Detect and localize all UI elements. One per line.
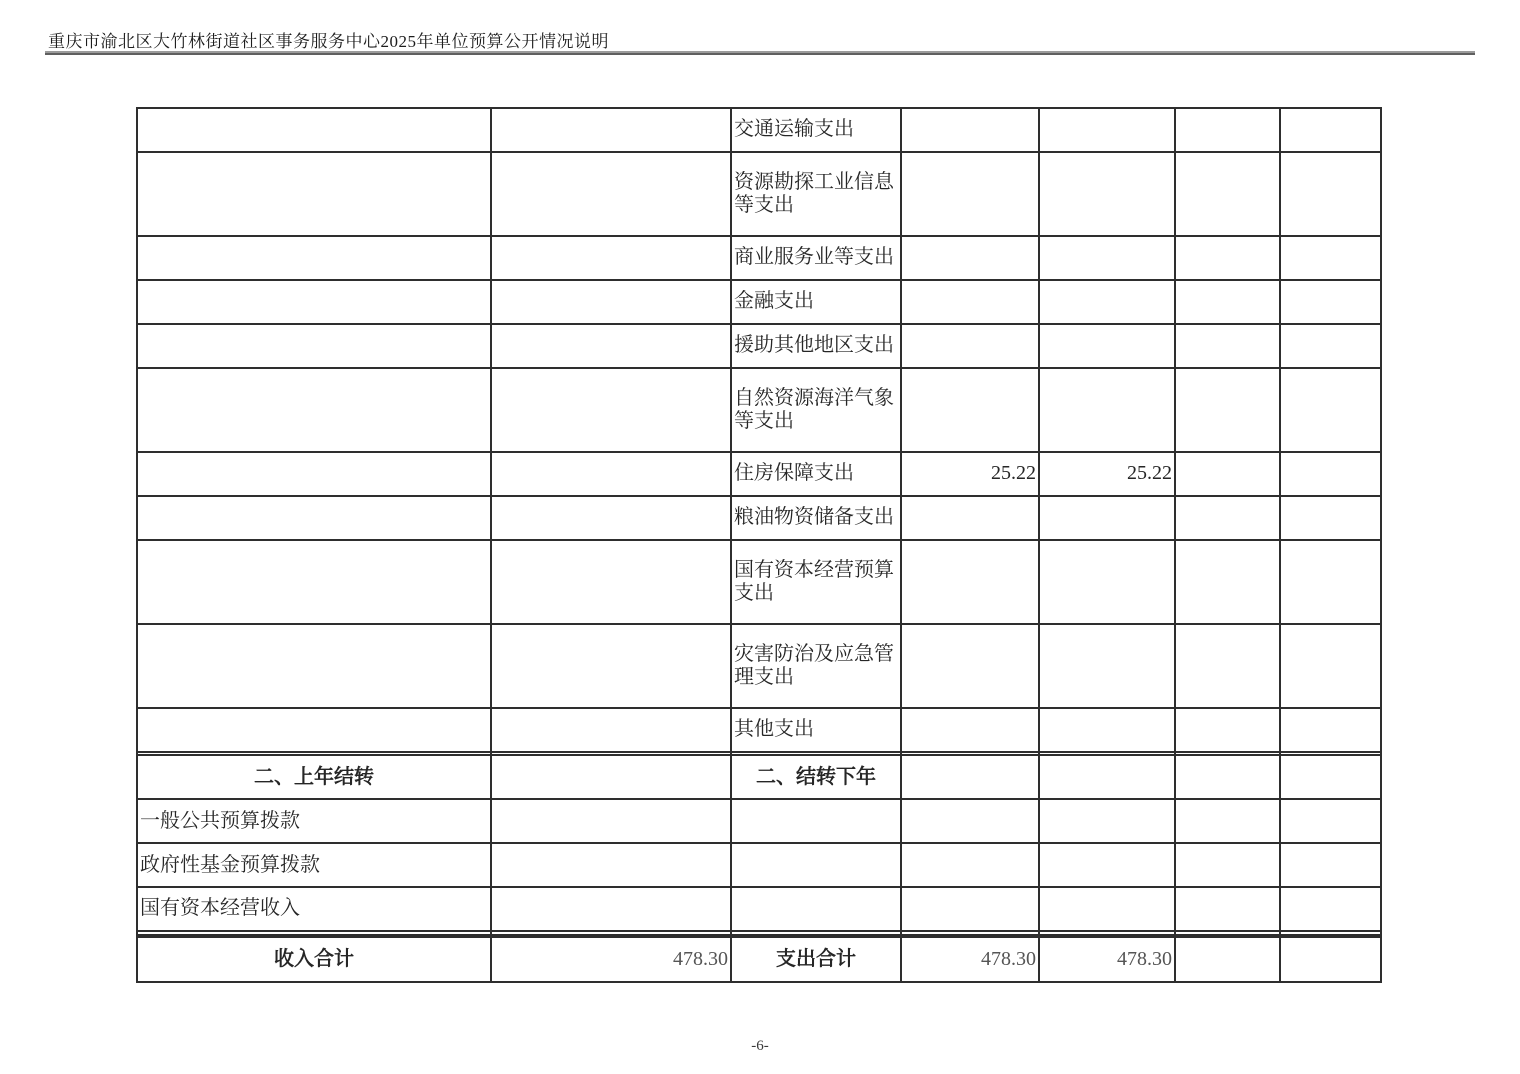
table-row [137,887,1381,931]
table-cell [1039,887,1175,931]
table-cell [1175,755,1280,799]
header-divider-line [45,51,1475,55]
document-title: 重庆市渝北区大竹林街道社区事务服务中心2025年单位预算公开情况说明 [48,32,609,51]
table-row [137,368,1381,452]
table-cell [1175,368,1280,452]
table-cell [1280,936,1381,982]
table-cell [1175,887,1280,931]
table-cell: 商业服务业等支出 [731,236,901,280]
table-cell [901,108,1039,152]
table-cell: 援助其他地区支出 [731,324,901,368]
table-cell [901,280,1039,324]
table-cell [1175,108,1280,152]
table-cell [901,152,1039,236]
table-cell [1039,368,1175,452]
table-cell [1175,708,1280,752]
table-cell [901,843,1039,887]
table-cell [1175,799,1280,843]
table-row [137,236,1381,280]
table-cell [491,236,731,280]
table-cell [901,368,1039,452]
budget-table-body [137,108,1381,982]
table-cell [901,540,1039,624]
table-cell [1280,324,1381,368]
table-cell [1039,540,1175,624]
table-cell [491,887,731,931]
table-cell [491,799,731,843]
table-cell [1039,324,1175,368]
table-cell [731,799,901,843]
table-cell: 478.30 [901,936,1039,982]
table-row [137,452,1381,496]
table-row [137,799,1381,843]
table-cell [1280,799,1381,843]
table-row [137,936,1381,982]
table-cell [1280,496,1381,540]
table-cell: 交通运输支出 [731,108,901,152]
budget-table [136,107,1382,983]
table-cell [901,708,1039,752]
table-cell: 国有资本经营预算支出 [731,540,901,624]
table-cell [137,280,491,324]
table-cell: 国有资本经营收入 [137,887,491,931]
table-row [137,708,1381,752]
table-cell [1039,280,1175,324]
table-cell [731,887,901,931]
page-number: -6- [751,1038,769,1054]
table-row [137,152,1381,236]
table-cell [901,755,1039,799]
table-cell: 25.22 [1039,452,1175,496]
table-row [137,540,1381,624]
table-cell: 粮油物资储备支出 [731,496,901,540]
table-cell: 灾害防治及应急管理支出 [731,624,901,708]
table-cell [1280,708,1381,752]
table-cell [1280,236,1381,280]
table-cell: 政府性基金预算拨款 [137,843,491,887]
table-cell: 支出合计 [731,936,901,982]
table-cell [1175,236,1280,280]
table-cell [1280,368,1381,452]
table-cell [491,280,731,324]
table-cell [137,236,491,280]
table-cell: 一般公共预算拨款 [137,799,491,843]
table-cell [491,624,731,708]
table-cell [901,887,1039,931]
table-cell [1039,755,1175,799]
table-cell [1280,452,1381,496]
table-cell [1039,708,1175,752]
table-cell: 资源勘探工业信息等支出 [731,152,901,236]
table-cell [491,368,731,452]
table-cell [1175,624,1280,708]
table-cell: 金融支出 [731,280,901,324]
table-cell [901,624,1039,708]
table-cell [137,496,491,540]
table-cell [1175,280,1280,324]
table-cell: 其他支出 [731,708,901,752]
table-row [137,843,1381,887]
table-row [137,108,1381,152]
table-cell [1175,496,1280,540]
table-cell [1280,540,1381,624]
table-cell: 478.30 [1039,936,1175,982]
table-cell: 收入合计 [137,936,491,982]
table-cell [491,755,731,799]
table-cell [137,368,491,452]
table-cell [491,324,731,368]
table-cell [1280,755,1381,799]
table-cell [491,452,731,496]
table-cell [901,236,1039,280]
table-cell [1039,843,1175,887]
table-cell [1280,280,1381,324]
table-cell [901,496,1039,540]
table-cell [1280,843,1381,887]
table-cell [1039,236,1175,280]
table-cell [1280,887,1381,931]
table-cell [1175,152,1280,236]
table-cell [491,152,731,236]
table-cell [1039,799,1175,843]
table-row [137,624,1381,708]
table-cell: 478.30 [491,936,731,982]
table-cell [1280,152,1381,236]
table-cell [1175,324,1280,368]
table-cell [137,324,491,368]
table-cell [137,108,491,152]
table-cell [137,540,491,624]
table-row [137,280,1381,324]
table-cell [1039,108,1175,152]
table-cell [1175,843,1280,887]
table-cell [1175,452,1280,496]
table-cell: 住房保障支出 [731,452,901,496]
table-cell [491,540,731,624]
table-cell [491,708,731,752]
table-cell: 二、上年结转 [137,755,491,799]
table-row [137,755,1381,799]
table-cell [137,152,491,236]
table-cell [901,799,1039,843]
table-cell [137,452,491,496]
table-cell [491,843,731,887]
table-cell: 二、结转下年 [731,755,901,799]
table-cell [1175,936,1280,982]
table-cell: 25.22 [901,452,1039,496]
table-cell [137,624,491,708]
table-cell [491,496,731,540]
table-cell [137,708,491,752]
table-cell [901,324,1039,368]
table-row [137,324,1381,368]
table-cell [1039,624,1175,708]
table-cell [1280,108,1381,152]
table-cell: 自然资源海洋气象等支出 [731,368,901,452]
table-row [137,496,1381,540]
table-cell [1039,152,1175,236]
table-cell [731,843,901,887]
table-cell [1039,496,1175,540]
table-cell [491,108,731,152]
table-cell [1280,624,1381,708]
table-cell [1175,540,1280,624]
